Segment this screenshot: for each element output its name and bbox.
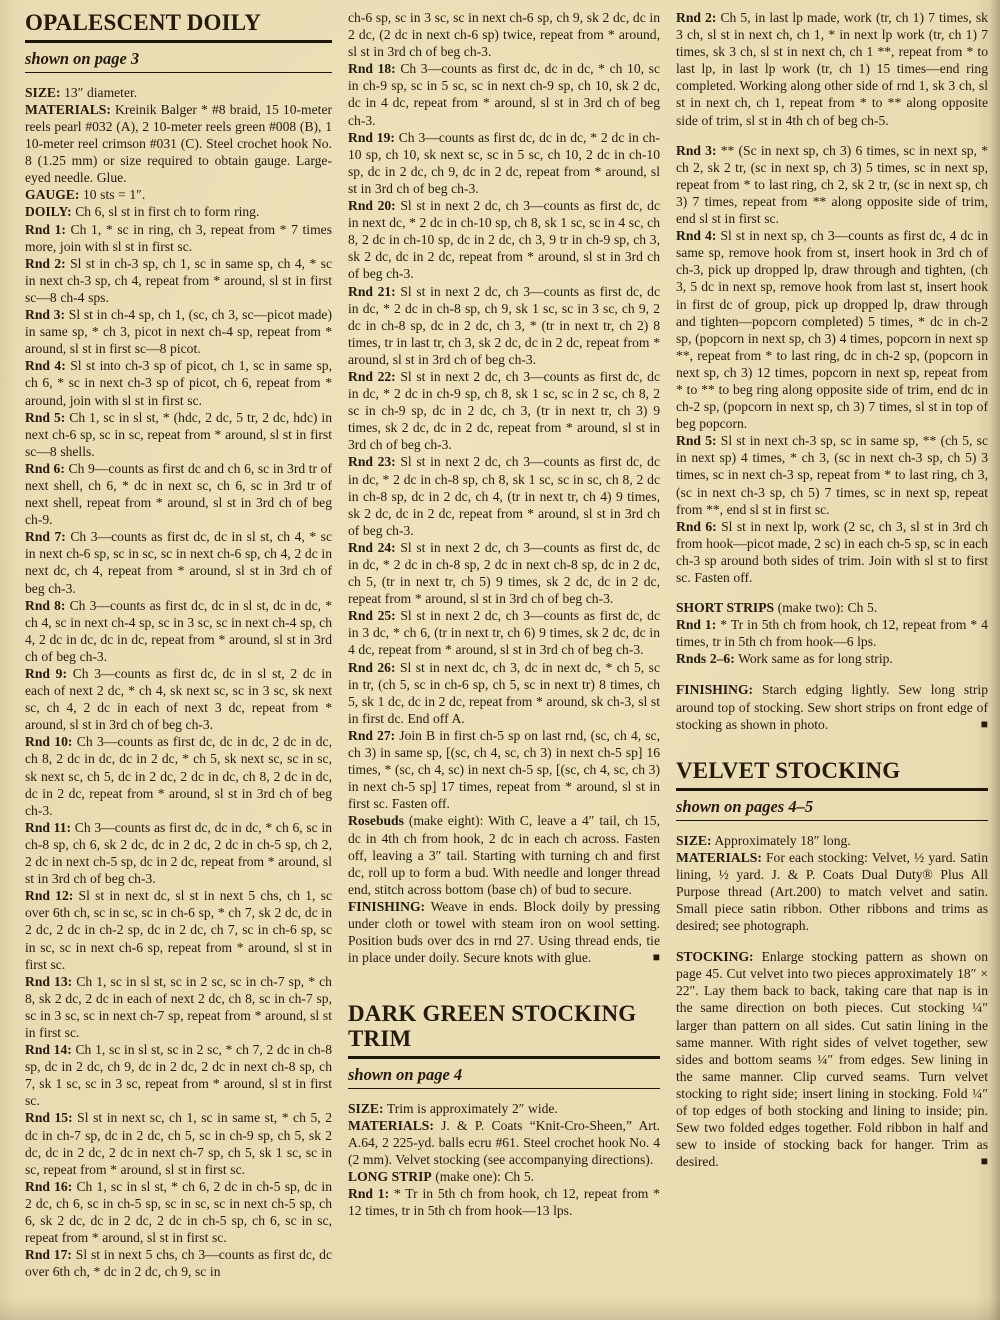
paragraph-text: ch-6 sp, sc in 3 sc, sc in next ch-6 sp, ch 9, sk 2 dc, dc in 2 dc, (2 dc in next ch-6 sp) twice, repeat from * around, sl st in 3rd ch of beg ch-3. xyxy=(348,10,660,60)
paragraph-lead: Rnd 2: xyxy=(676,10,717,25)
round-instruction xyxy=(348,607,660,658)
article-title-velvet-stocking: VELVET STOCKING xyxy=(676,759,988,791)
round-instruction xyxy=(25,357,332,408)
round-instruction xyxy=(25,1109,332,1177)
round-instruction xyxy=(25,306,332,357)
paragraph-text: Sl st in next sc, ch 1, sc in same st, * ch 5, 2 dc in ch-7 sp, dc in 2 dc, ch 5, sc in ch-9 sp, ch 5, sk 2 dc, dc in 2 dc, 2 dc in next ch-7 sp, ch 5, sk 1 sc, sc in sc, repeat from * around, sl st in first sc. xyxy=(25,1110,332,1177)
paragraph-text: Approximately 18″ long. xyxy=(711,832,851,848)
end-of-article-square: ■ xyxy=(652,950,660,965)
round-instruction xyxy=(676,616,988,650)
paragraph-text: Kreinik Balger * #8 braid, 15 10-meter reels pearl #032 (A), 2 10-meter reels green #008 (B), 1 10-meter reel crimson #031 (C). Steel crochet hook No. 8 (1.25 mm) or size required to obtain gauge. Large-eyed needle. Glue. xyxy=(25,101,332,186)
paragraph-text: Ch 3—counts as first dc, dc in dc, 2 dc in dc, ch 8, 2 dc in dc, dc in 2 dc, * ch 5, sk next sc, sc in sc, sk next sc, ch 5, dc in 2 dc, 2 dc in dc, ch 8, 2 dc in dc, dc in 2 dc, repeat from * around, sl st in 3rd ch of beg ch-3. xyxy=(25,734,332,818)
paragraph-lead: Rnd 19: xyxy=(348,129,395,145)
paragraph-text: Ch 6, sl st in first ch to form ring. xyxy=(71,204,260,220)
paragraph-text: Sl st in next lp, work (2 sc, ch 3, sl st in 3rd ch from hook—picot made, 2 sc) in each ch-5 sp, sc in each ch-3 sp around both sides of trim. Join with sl st to first sc. Fasten off. xyxy=(676,518,988,585)
paragraph-lead: LONG STRIP xyxy=(348,1169,432,1185)
paragraph-lead: Rnd 26: xyxy=(348,659,396,675)
paragraph-lead: Rnd 21: xyxy=(348,283,396,299)
paragraph-text: Ch 1, * sc in ring, ch 3, repeat from * 7 times more, join with sl st in first sc. xyxy=(25,221,332,254)
short-strips-intro xyxy=(676,599,988,616)
end-of-article-square: ■ xyxy=(980,716,988,731)
paragraph-lead: Rnd 24: xyxy=(348,539,396,555)
paragraph-lead: Rnd 10: xyxy=(25,734,73,750)
paragraph-lead: Rnd 17: xyxy=(25,1247,72,1263)
paragraph-text: Ch 5, in last lp made, work (tr, ch 1) 7 times, sk 3 ch, sl st in next ch, ch 1, * in next lp work (tr, ch 1) 7 times, sk 3 ch, sl st in next ch, ch 1 **, repeat from * to last lp, in last lp work (tr, ch 1) 15 times—end ring completed. Working along other side of rnd 1, sk 3 ch, sl st in next ch, ch 1, repeat from * to ** along opposite side of trim, sl st in 4th ch of beg ch-5. xyxy=(676,10,988,128)
paragraph-text: Sl st in next ch-3 sp, sc in same sp, ** (ch 5, sc in next sp) 4 times, * ch 3, (sc in next ch-3 sp, ch 5) 3 times, sc in next ch-3 sp, repeat from * to last ring, ch 3, (sc in next ch-3 sp, ch 5) 7 times, sc in next sp, repeat from **, end sl st in first sc. xyxy=(676,433,988,517)
columns xyxy=(25,9,988,1280)
round-instruction xyxy=(25,887,332,972)
paragraph-lead: Rnd 18: xyxy=(348,61,396,77)
round-instruction xyxy=(25,460,332,528)
paragraph-lead: Rnd 23: xyxy=(348,454,396,470)
paragraph-text: Trim is approximately 2″ wide. xyxy=(383,1100,558,1116)
round-instruction xyxy=(348,539,660,607)
paragraph-text: Sl st in next 2 dc, ch 3—counts as first dc, dc in 3 dc, * ch 6, (tr in next tr, ch 6) 9 times, sk 2 dc, dc in 4 dc, repeat from * around, sl st in 3rd ch of beg ch-3. xyxy=(348,608,660,658)
paragraph-lead: MATERIALS: xyxy=(676,849,762,865)
paragraph-lead: Rnd 5: xyxy=(676,433,717,449)
paragraph-lead: FINISHING: xyxy=(348,898,426,914)
round-instruction xyxy=(348,60,660,128)
paragraph-lead: Rnd 12: xyxy=(25,888,74,904)
paragraph-lead: Rnds 2–6: xyxy=(676,651,735,667)
paragraph-lead: Rnd 6: xyxy=(25,460,65,476)
paragraph-text: Sl st in ch-3 sp, ch 1, sc in same sp, ch 4, * sc in next ch-3 sp, ch 4, repeat from * around, sl st in first sc—8 ch-4 sps. xyxy=(25,255,332,305)
round-instruction xyxy=(25,409,332,460)
column-2 xyxy=(348,9,660,1280)
paragraph-text: * Tr in 5th ch from hook, ch 12, repeat from * 12 times, tr in 5th ch from hook—13 lps. xyxy=(348,1186,660,1219)
paragraph-text: Sl st in next 2 dc, ch 3—counts as first dc, dc in dc, * 2 dc in ch-8 sp, 2 dc in next ch-8 sp, dc in 2 dc, ch 5, (tr in next tr, ch 5) 9 times, sk 2 dc, dc in 2 dc, repeat from * around, sl st in 3rd ch of beg ch-3. xyxy=(348,539,660,607)
paragraph-text: 10 sts = 1″. xyxy=(79,187,146,203)
paragraph-text: Sl st in next 2 dc, ch 3—counts as first dc, dc in dc, * 2 dc in ch-9 sp, ch 8, sk 1 sc, sc in 2 sc, ch 8, 2 sc in ch-9 sp, dc in 2 dc, ch 3, (tr in next tr, ch 3) 9 times, sk 2 dc, dc in 2 dc, repeat from * around, sl st in 3rd ch of beg ch-3. xyxy=(348,368,660,453)
finishing-instruction xyxy=(676,681,988,732)
round-instruction xyxy=(25,1246,332,1280)
paragraph-text: (make eight): With C, leave a 4″ tail, ch 15, dc in 4th ch from hook, 2 dc in each ch across. Fasten off, leaving a 3″ tail. Starting with turning ch and first dc, roll up to form a bud. With needle and longer thread end, stitch across bottom (base ch) of bud to secure. xyxy=(348,813,660,897)
paragraph-lead: Rnd 2: xyxy=(25,255,66,271)
round-instruction xyxy=(348,659,660,727)
paragraph-lead: Rnd 4: xyxy=(25,358,66,374)
end-of-article-square: ■ xyxy=(980,1154,988,1169)
paragraph-text: Weave in ends. Block doily by pressing under cloth or towel with steam iron on wool setting. Position buds over dcs in rnd 27. Using thread ends, tie in place under doily. Secure knots with glue. xyxy=(348,898,660,966)
shown-on-note: shown on page 3 xyxy=(25,48,332,73)
round-instruction xyxy=(348,283,660,368)
paragraph-lead: Rnd 15: xyxy=(25,1110,73,1126)
paragraph-text: Sl st into ch-3 sp of picot, ch 1, sc in same sp, ch 6, * sc in next ch-3 sp of picot, ch 6, repeat from * around, join with sl st in first sc. xyxy=(25,358,332,408)
paragraph-text: Enlarge stocking pattern as shown on page 45. Cut velvet into two pieces approximately 18″ × 22″. Lay them back to back, taking care that nap is in the same direction on both pieces. Cut stocking ¼″ larger than pattern on all sides. Cut satin lining in the same manner. With right sides of velvet together, sew sides and bottom seams ¼″ from edges. Sew lining in the same manner. Clip curved seams. Turn velvet stocking to right side; insert lining in stocking. Fold ¼″ of top edges of both stocking and lining to inside; pin. Sew two folded edges together. Fold ribbon in half and sew to inside of stocking back for hanger. Trim as desired. xyxy=(676,949,988,1170)
paragraph-lead: Rnd 1: xyxy=(25,221,66,237)
round-instruction xyxy=(676,9,988,129)
paragraph-lead: SIZE: xyxy=(25,84,61,100)
continued-paragraph xyxy=(348,9,660,60)
round-instruction xyxy=(348,453,660,538)
paragraph-lead: Rnd 25: xyxy=(348,608,396,624)
shown-on-note: shown on page 4 xyxy=(348,1064,660,1089)
paragraph-lead: Rnd 1: xyxy=(676,617,717,633)
round-instruction xyxy=(676,142,988,227)
paragraph-text: Ch 1, sc in sl st, sc in 2 sc, sc in ch-7 sp, * ch 8, sk 2 dc, 2 dc in each of next 2 dc, ch 8, sc in ch-7 sp, sc in 3 sc, sc in next ch-7 sp, repeat from * around, sl st in first sc. xyxy=(25,973,332,1040)
size-spec xyxy=(348,1100,660,1117)
paragraph-lead: DOILY: xyxy=(25,204,72,220)
paragraph-lead: MATERIALS: xyxy=(25,101,111,117)
round-instruction xyxy=(25,597,332,665)
paragraph-text: Ch 3—counts as first dc, dc in dc, * 2 dc in ch-10 sp, ch 10, sk next sc, sc in 5 sc, ch 10, 2 dc in ch-10 sp, dc in 2 dc, ch 9, dc in 2 dc, repeat from * around, sl st in 3rd ch of beg ch-3. xyxy=(348,129,660,196)
round-instruction xyxy=(348,129,660,197)
paragraph-lead: GAUGE: xyxy=(25,187,80,203)
paragraph-text: Starch edging lightly. Sew long strip around top of stocking. Sew short strips on front edge of stocking as shown in photo. xyxy=(676,682,988,732)
round-instruction xyxy=(348,1185,660,1219)
paragraph-text: Ch 3—counts as first dc, dc in sl st, dc in dc, * ch 4, sc in next ch-4 sp, sc in 3 sc, sc in next ch-4 sp, ch 4, 2 dc in dc, dc in dc, repeat from * around, sl st in 3rd ch of beg ch-3. xyxy=(25,597,332,664)
round-instruction xyxy=(25,1041,332,1109)
spacer xyxy=(676,934,988,948)
round-instruction xyxy=(25,973,332,1041)
paragraph-text: 13″ diameter. xyxy=(60,84,138,100)
paragraph-text: Sl st in next 5 chs, ch 3—counts as first dc, dc over 6th ch, * dc in 2 dc, ch 9, sc in xyxy=(25,1247,332,1280)
round-instruction xyxy=(25,255,332,306)
materials-spec xyxy=(676,849,988,934)
paragraph-lead: STOCKING: xyxy=(676,949,754,965)
spacer xyxy=(676,586,988,599)
paragraph-text: Ch 3—counts as first dc, dc in sl st, 2 dc in each of next 2 dc, * ch 4, sk next sc, sc in 3 sc, sk next sc, ch 4, 2 dc in each of next 3 dc, repeat from * around, sl st in 3rd ch of beg ch-3. xyxy=(25,666,332,733)
paragraph-lead: Rnd 11: xyxy=(25,819,72,835)
paragraph-text: Ch 1, sc in sl st, * (hdc, 2 dc, 5 tr, 2 dc, hdc) in next ch-6 sp, sc in sc, repeat from * around, sl st in first sc—8 shells. xyxy=(25,409,332,459)
doily-intro xyxy=(25,203,332,220)
paragraph-text: Sl st in next sp, ch 3—counts as first dc, 4 dc in same sp, remove hook from st, insert hook in 3rd ch of ch-3, pick up dropped lp, draw through and tighten, (ch 3, 5 dc in next sp, remove hook from last st, insert hook in first dc of group, pick up dropped lp, draw through and tighten—popcorn completed) 5 times, * dc in ch-2 sp, (popcorn in next sp, ch 3) 4 times, popcorn in next sp **, repeat from * to last ring, dc in ch-2 sp, (popcorn in next sp, ch 3) 12 times, popcorn in next sp, repeat from * to ** to beg ring along opposite side of trim, end dc in ch-2 sp, (popcorn in next sp, ch 3) 7 times, sl st in top of beg popcorn. xyxy=(676,228,988,432)
stocking-instruction xyxy=(676,948,988,1170)
spacer xyxy=(348,966,660,1000)
paragraph-text: Ch 3—counts as first dc, dc in sl st, ch 4, * sc in next ch-6 sp, sc in sc, sc in next ch-6 sp, ch 4, 2 dc in next dc, ch 4, repeat from * around, sl st in 3rd ch of beg ch-3. xyxy=(25,529,332,596)
size-spec xyxy=(25,84,332,101)
round-instruction xyxy=(348,727,660,812)
paragraph-lead: Rnd 27: xyxy=(348,727,396,743)
paragraph-lead: Rnd 4: xyxy=(676,228,717,244)
paragraph-lead: MATERIALS: xyxy=(348,1118,434,1133)
paragraph-lead: SHORT STRIPS xyxy=(676,600,775,616)
paragraph-lead: Rnd 7: xyxy=(25,529,66,545)
paragraph-lead: SIZE: xyxy=(348,1100,384,1116)
materials-spec xyxy=(348,1117,660,1168)
paragraph-text: Sl st in next dc, sl st in next 5 chs, ch 1, sc over 6th ch, sc in sc, sc in ch-6 sp, * ch 7, sk 2 dc, dc in 2 dc, 2 dc in ch-2 sp, dc in 2 dc, ch 7, sc in ch-6 sp, sc in sc, sc in next ch-6 sp, repeat from * around, sl st in first sc. xyxy=(25,888,332,972)
round-instruction xyxy=(676,650,988,667)
paragraph-text: Ch 3—counts as first dc, dc in dc, * ch 10, sc in ch-9 sp, sc in 5 sc, sc in next ch-9 sp, ch 10, sk 2 dc, dc in 4 dc, repeat from * around, sl st in 3rd ch of beg ch-3. xyxy=(348,61,660,128)
paragraph-text: Ch 1, sc in sl st, sc in 2 sc, * ch 7, 2 dc in ch-8 sp, dc in 2 dc, ch 9, dc in 2 dc, 2 dc in next ch-8 sp, ch 7, sk 1 sc, sc in 3 sc, repeat from * around, sl st in first sc. xyxy=(25,1042,332,1109)
paragraph-lead: Rnd 1: xyxy=(348,1186,390,1202)
round-instruction xyxy=(25,528,332,596)
round-instruction xyxy=(676,518,988,586)
round-instruction xyxy=(25,221,332,255)
paragraph-lead: Rnd 3: xyxy=(25,307,66,323)
paragraph-text: For each stocking: Velvet, ½ yard. Satin lining, ½ yard. J. & P. Coats Dual Duty® Plus All Purpose thread (Art.200) to match velvet and satin. Small piece satin ribbon. Other ribbons and trims as desired; see photograph. xyxy=(676,849,988,934)
materials-spec xyxy=(25,101,332,186)
paragraph-lead: Rnd 9: xyxy=(25,666,67,682)
paragraph-text: J. & P. Coats “Knit-Cro-Sheen,” Art. A.64, 2 225-yd. balls ecru #61. Steel crochet hook No. 4 (2 mm). Velvet stocking (see accompanying directions). xyxy=(348,1118,660,1168)
size-spec xyxy=(676,832,988,849)
paragraph-lead: Rosebuds xyxy=(348,813,404,829)
paragraph-lead: Rnd 3: xyxy=(676,142,717,158)
paragraph-text: Sl st in next dc, ch 3, dc in next dc, * ch 5, sc in tr, (ch 5, sc in ch-6 sp, ch 5, sc in next tr) 8 times, ch 5, sk 1 dc, dc in 2 dc, repeat from * around, sk ch-3, sl st in first dc. End off A. xyxy=(348,659,660,726)
spacer xyxy=(676,733,988,757)
round-instruction xyxy=(25,733,332,818)
paragraph-text: Sl st in next 2 dc, ch 3—counts as first dc, dc in dc, * 2 dc in ch-8 sp, ch 8, sk 1 sc, sc in sc, ch 8, 2 dc in ch-8 sp, dc in 2 dc, ch 4, (tr in next tr, ch 4) 9 times, sk 2 dc, dc in 2 dc, repeat from * around, sl st in 3rd ch of beg ch-3. xyxy=(348,454,660,538)
column-3 xyxy=(676,9,988,1280)
rosebuds-instruction xyxy=(348,812,660,897)
article-title-dark-green-stocking-trim: DARK GREEN STOCKING TRIM xyxy=(348,1002,660,1059)
paragraph-lead: Rnd 16: xyxy=(25,1178,73,1194)
paragraph-lead: Rnd 20: xyxy=(348,198,396,214)
paragraph-lead: Rnd 14: xyxy=(25,1042,72,1058)
paragraph-text: ** (Sc in next sp, ch 3) 6 times, sc in next sp, * ch 2, sk 2 tr, (sc in next sp, ch 3) 5 times, sc in next sp, repeat from * to last ring, ch 2, sk 2 tr, (sc in next sp, ch 3) 7 times, repeat from ** along opposite side of trim, end sl st in first sc. xyxy=(676,142,988,227)
paragraph-lead: Rnd 22: xyxy=(348,368,396,384)
round-instruction xyxy=(25,665,332,733)
spacer xyxy=(676,667,988,681)
paragraph-text: Join B in first ch-5 sp on last rnd, (sc, ch 4, sc, ch 3) in same sp, [(sc, ch 4, sc, ch 3) in next ch-5 sp] 16 times, * (sc, ch 4, sc) in next ch-5 sp, [(sc, ch 4, sc, ch 3) in next ch-5 sp] 17 times, repeat from * around, sl st in first sc. Fasten off. xyxy=(348,727,660,812)
paragraph-lead: FINISHING: xyxy=(676,682,754,698)
paragraph-lead: Rnd 6: xyxy=(676,518,717,534)
finishing-instruction xyxy=(348,898,660,966)
long-strip-intro xyxy=(348,1168,660,1185)
article-title-opalescent-doily: OPALESCENT DOILY xyxy=(25,11,332,43)
round-instruction xyxy=(676,227,988,432)
paragraph-lead: Rnd 13: xyxy=(25,973,73,989)
paragraph-text: Work same as for long strip. xyxy=(734,651,893,667)
paragraph-text: Sl st in next 2 dc, ch 3—counts as first dc, dc in dc, * 2 dc in ch-8 sp, ch 9, sk 1 sc, sc in 3 sc, ch 9, 2 dc in ch-8 sp, dc in 2 dc, ch 3, * (tr in next tr, ch 2) 8 times, tr in last tr, ch 3, sk 2 dc, dc in 2 dc, repeat from * around, sl st in 3rd ch of beg ch-3. xyxy=(348,283,660,367)
round-instruction xyxy=(348,197,660,282)
paragraph-lead: Rnd 5: xyxy=(25,409,66,425)
round-instruction xyxy=(348,368,660,453)
round-instruction xyxy=(25,1178,332,1246)
paragraph-text: Ch 1, sc in sl st, * ch 6, 2 dc in ch-5 sp, dc in 2 dc, ch 6, sc in ch-5 sp, sc in sc, sc in next ch-5 sp, ch 6, sk 2 dc, dc in 2 dc, 2 dc in ch-5 sp, ch 6, sc in sc, repeat from * around, sl st in first sc. xyxy=(25,1178,332,1246)
paragraph-text: Ch 3—counts as first dc, dc in dc, * ch 6, sc in ch-8 sp, ch 6, sk 2 dc, dc in 2 dc, 2 dc in ch-5 sp, ch 2, 2 dc in next ch-5 sp, dc in 2 dc, repeat from * around, sl st in 3rd ch of beg ch-3. xyxy=(25,819,333,887)
spacer xyxy=(676,129,988,142)
paragraph-lead: Rnd 8: xyxy=(25,597,66,613)
paragraph-text: Sl st in ch-4 sp, ch 1, (sc, ch 3, sc—picot made) in same sp, * ch 3, picot in next ch-4 sp, repeat from * around, sl st in first sc—8 picot. xyxy=(25,307,332,357)
paragraph-text: (make one): Ch 5. xyxy=(431,1169,535,1185)
paragraph-text: (make two): Ch 5. xyxy=(774,600,878,616)
paragraph-text: Sl st in next 2 dc, ch 3—counts as first dc, dc in next dc, * 2 dc in ch-10 sp, ch 8, sk 1 sc, sc in 4 sc, ch 8, 2 dc in ch-10 sp, dc in 2 dc, ch 3, 9 tr in ch-9 sp, ch 3, sk 2 dc, dc in 2 dc, repeat from * around, sl st in 3rd ch of beg ch-3. xyxy=(348,198,660,282)
paragraph-lead: SIZE: xyxy=(676,832,712,848)
column-1 xyxy=(25,9,332,1280)
paragraph-text: Ch 9—counts as first dc and ch 6, sc in 3rd tr of next shell, ch 6, * dc in next sc, ch 6, sc in 3rd tr of next shell, repeat from * around, sl st in 3rd ch of beg ch-9. xyxy=(25,460,332,528)
round-instruction xyxy=(676,432,988,517)
shown-on-note: shown on pages 4–5 xyxy=(676,796,988,821)
gauge-spec xyxy=(25,186,332,203)
round-instruction xyxy=(25,819,332,887)
paragraph-text: * Tr in 5th ch from hook, ch 12, repeat from * 4 times, tr in 5th ch from hook—6 lps. xyxy=(676,617,988,650)
